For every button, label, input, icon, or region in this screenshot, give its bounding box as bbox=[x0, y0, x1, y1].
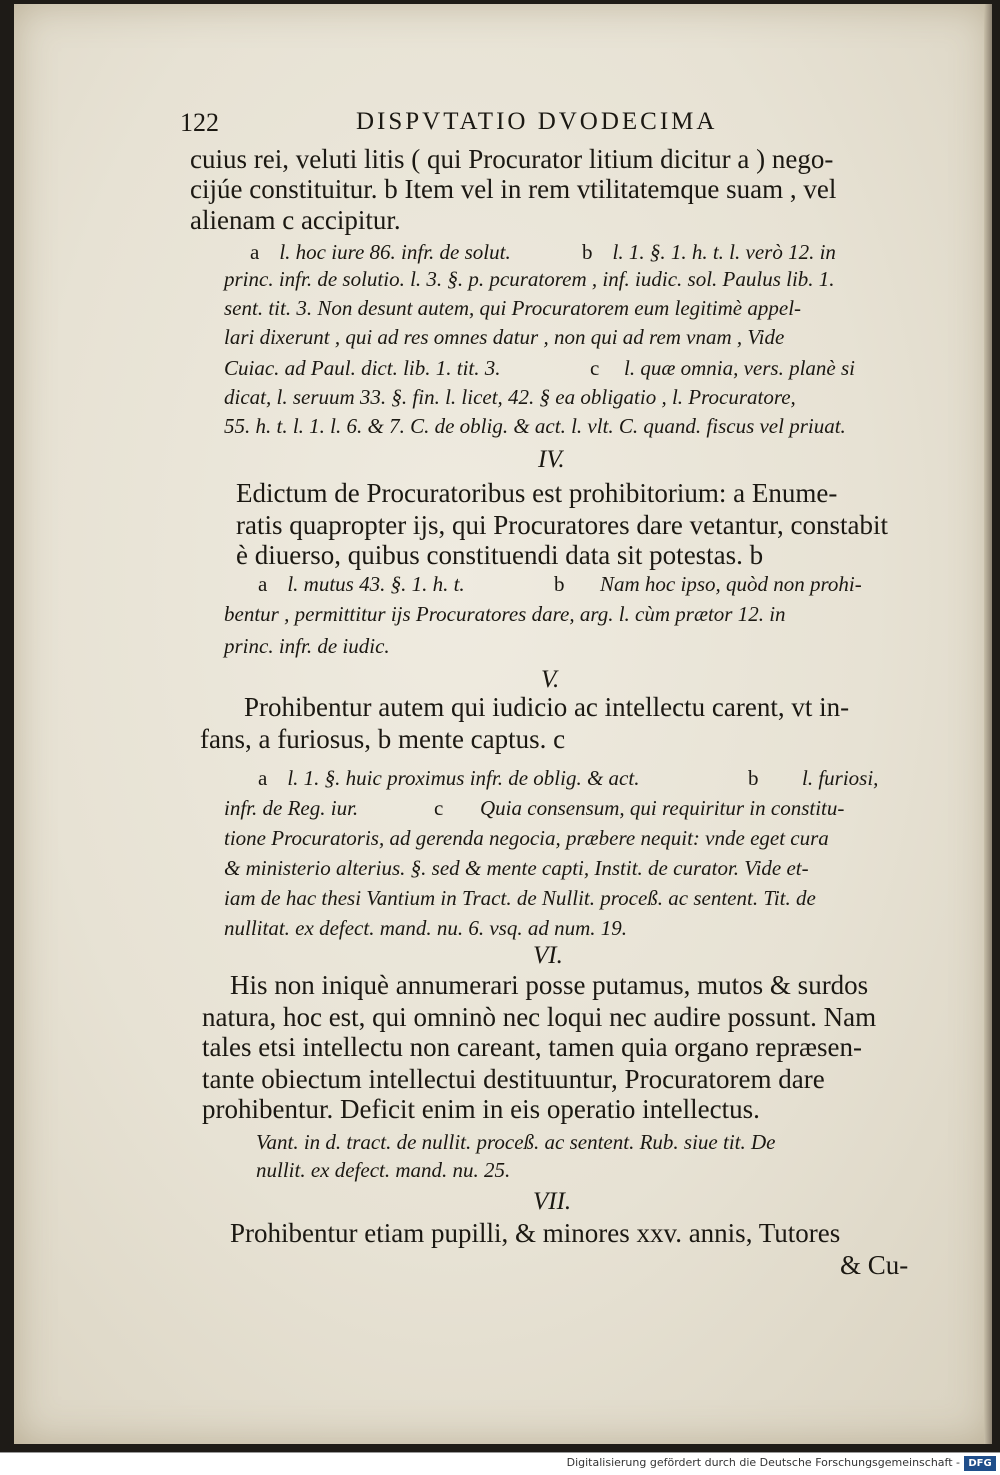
digitization-footer bbox=[0, 1452, 1000, 1475]
body-text-line bbox=[230, 970, 868, 1001]
footnote-line bbox=[224, 602, 786, 627]
footnote-fragment: Nam hoc ipso, quòd non prohi- bbox=[600, 572, 862, 596]
footnote-fragment: Quia consensum, qui requiritur in constitu- bbox=[480, 796, 845, 820]
page-number: 122 bbox=[180, 108, 219, 137]
line-text: nullitat. ex defect. mand. nu. 6. vsq. ad num. 19. bbox=[224, 916, 628, 940]
footnote-line bbox=[256, 1158, 510, 1183]
footnote-line bbox=[224, 385, 796, 410]
footnote-line bbox=[224, 916, 627, 941]
footnote-line bbox=[224, 634, 390, 659]
line-text: fans, a furiosus, b mente captus. c bbox=[200, 724, 566, 754]
line-text: l. mutus 43. §. 1. h. t. bbox=[287, 572, 465, 596]
line-text: natura, hoc est, qui omninò nec loqui nec audire possunt. Nam bbox=[202, 1002, 877, 1032]
footnote-line bbox=[224, 796, 358, 821]
footnote-line bbox=[224, 886, 816, 911]
dfg-logo: DFG bbox=[964, 1456, 996, 1471]
line-text: Prohibentur autem qui iudicio ac intellectu carent, vt in- bbox=[244, 692, 850, 722]
footnote-line bbox=[224, 296, 801, 321]
line-text: Edictum de Procuratoribus est prohibitorium: a Enume- bbox=[236, 478, 838, 508]
footnote-line bbox=[582, 240, 836, 265]
body-text-line bbox=[202, 1064, 825, 1095]
line-text: IV. bbox=[538, 446, 565, 473]
footer-credit: Digitalisierung gefördert durch die Deutsche Forschungsgemeinschaft - bbox=[566, 1456, 960, 1469]
line-text: dicat, l. seruum 33. §. fin. l. licet, 42. § ea obligatio , l. Procuratore, bbox=[224, 385, 796, 409]
body-text-line bbox=[236, 510, 888, 541]
body-text-line bbox=[202, 1094, 760, 1125]
running-title: DISPVTATIO DVODECIMA bbox=[356, 108, 718, 135]
note-letter: b bbox=[582, 240, 593, 264]
line-text: l. 1. §. huic proximus infr. de oblig. & act. bbox=[287, 766, 640, 790]
line-text: princ. infr. de iudic. bbox=[224, 634, 390, 658]
footnote-line bbox=[224, 356, 501, 381]
footnote-line bbox=[224, 414, 846, 439]
line-text: & ministerio alterius. §. sed & mente capti, Instit. de curator. Vide et- bbox=[224, 856, 809, 880]
section-number bbox=[533, 942, 563, 970]
section-number bbox=[538, 446, 565, 474]
line-text: Prohibentur etiam pupilli, & minores xxv. annis, Tutores bbox=[230, 1218, 841, 1248]
line-text: nullit. ex defect. mand. nu. 25. bbox=[256, 1158, 511, 1182]
line-text: cuius rei, veluti litis ( qui Procurator litium dicitur a ) nego- bbox=[190, 144, 834, 174]
note-letter: a bbox=[258, 572, 268, 596]
footnote-line bbox=[224, 856, 809, 881]
section-number bbox=[533, 1188, 571, 1216]
footnote-line bbox=[224, 325, 784, 350]
line-text: tione Procuratoris, ad gerenda negocia, præbere nequit: vnde eget cura bbox=[224, 826, 829, 850]
line-text: Vant. in d. tract. de nullit. proceß. ac sentent. Rub. siue tit. De bbox=[256, 1130, 776, 1154]
footnote-line bbox=[256, 1130, 775, 1155]
line-text: ratis quapropter ijs, qui Procuratores dare vetantur, constabit bbox=[236, 510, 888, 540]
line-text: prohibentur. Deficit enim in eis operatio intellectus. bbox=[202, 1094, 760, 1124]
body-text-line bbox=[230, 1218, 840, 1249]
line-text: princ. infr. de solutio. l. 3. §. p. pcuratorem , inf. iudic. sol. Paulus lib. 1. bbox=[224, 267, 835, 291]
line-text: His non iniquè annumerari posse putamus, mutos & surdos bbox=[230, 970, 869, 1000]
body-text-line bbox=[200, 724, 565, 755]
line-text: VI. bbox=[533, 942, 563, 969]
line-text: V. bbox=[541, 666, 560, 693]
book-page bbox=[14, 4, 992, 1444]
line-text: sent. tit. 3. Non desunt autem, qui Procuratorem eum legitimè appel- bbox=[224, 296, 802, 320]
footnote-fragment: l. furiosi, bbox=[802, 766, 879, 790]
line-text: & Cu- bbox=[840, 1250, 909, 1280]
line-text: è diuerso, quibus constituendi data sit potestas. b bbox=[236, 540, 764, 570]
line-text: tales etsi intellectu non careant, tamen quia organo repræsen- bbox=[202, 1032, 863, 1062]
line-text: tante obiectum intellectui destituuntur, Procuratorem dare bbox=[202, 1064, 825, 1094]
line-text: alienam c accipitur. bbox=[190, 205, 401, 235]
note-letter: b bbox=[748, 766, 759, 790]
page-content bbox=[14, 4, 992, 1444]
body-text-line bbox=[190, 174, 836, 205]
body-text-line bbox=[840, 1250, 908, 1281]
body-text-line bbox=[244, 692, 849, 723]
line-text: VII. bbox=[533, 1188, 572, 1215]
body-text-line bbox=[190, 205, 401, 236]
footnote-line bbox=[224, 267, 835, 292]
body-text-line bbox=[202, 1032, 862, 1063]
footnote-line bbox=[258, 572, 465, 597]
line-text: 55. h. t. l. 1. l. 6. & 7. C. de oblig. & act. l. vlt. C. quand. fiscus vel priuat. bbox=[224, 414, 846, 438]
section-number bbox=[541, 666, 559, 694]
line-text: cijúe constituitur. b Item vel in rem vtilitatemque suam , vel bbox=[190, 174, 837, 204]
note-letter: a bbox=[250, 240, 260, 264]
line-text: lari dixerunt , qui ad res omnes datur , non qui ad rem vnam , Vide bbox=[224, 325, 785, 349]
body-text-line bbox=[236, 478, 837, 509]
line-text: l. hoc iure 86. infr. de solut. bbox=[279, 240, 511, 264]
footnote-line bbox=[224, 826, 829, 851]
footnote-fragment: l. quæ omnia, vers. planè si bbox=[624, 356, 855, 380]
line-text: infr. de Reg. iur. bbox=[224, 796, 359, 820]
note-letter: c bbox=[590, 356, 600, 380]
line-text: iam de hac thesi Vantium in Tract. de Nullit. proceß. ac sentent. Tit. de bbox=[224, 886, 816, 910]
body-text-line bbox=[236, 540, 763, 571]
body-text-line bbox=[190, 144, 833, 175]
note-letter: c bbox=[434, 796, 444, 820]
note-letter: b bbox=[554, 572, 565, 596]
note-letter: a bbox=[258, 766, 268, 790]
line-text: bentur , permittitur ijs Procuratores dare, arg. l. cùm prætor 12. in bbox=[224, 602, 786, 626]
footnote-line bbox=[258, 766, 639, 791]
line-text: l. 1. §. 1. h. t. l. verò 12. in bbox=[612, 240, 836, 264]
footnote-line bbox=[250, 240, 511, 265]
line-text: Cuiac. ad Paul. dict. lib. 1. tit. 3. bbox=[224, 356, 501, 380]
body-text-line bbox=[202, 1002, 876, 1033]
